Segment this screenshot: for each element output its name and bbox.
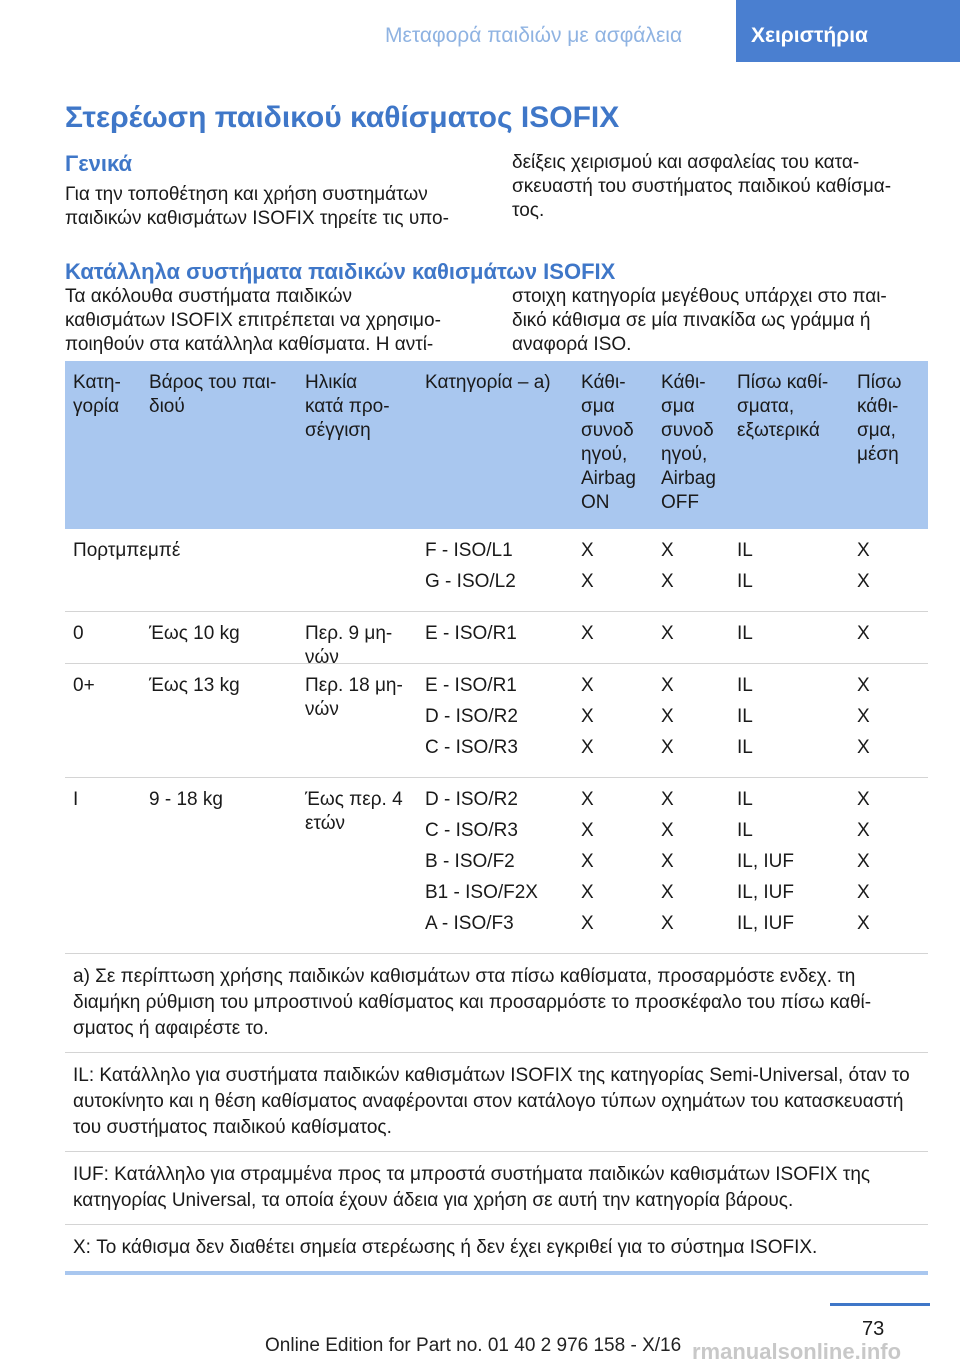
table-note: IL: Κατάλληλο για συστήματα παιδικών καθισμάτων ISOFIX της κατηγορίας Semi-Universal, όταν το αυτοκίνητο και η θέση καθίσματος αναφέρονται στον κατάλογο τύπων οχημάτων του κατασκευαστή του συστήματος παιδικού καθίσματος. xyxy=(65,1053,928,1152)
header-cell: Πίσω κάθι- σμα, μέση xyxy=(857,372,902,465)
table-cell: X xyxy=(661,737,674,758)
table-cell: IL xyxy=(737,706,753,727)
table-cell: X xyxy=(661,851,674,872)
table-cell: X xyxy=(661,623,674,644)
table-cell: IL xyxy=(737,675,753,696)
page-number: 73 xyxy=(862,1318,885,1340)
chapter-tab xyxy=(736,0,960,62)
table-cell: G - ISO/L2 xyxy=(425,571,516,592)
table-cell: 9 - 18 kg xyxy=(149,789,223,810)
page-title: Στερέωση παιδικού καθίσματος ISOFIX xyxy=(65,101,620,134)
table-cell: A - ISO/F3 xyxy=(425,913,514,934)
table-cell: IL xyxy=(737,623,753,644)
table-cell: IL, IUF xyxy=(737,913,795,934)
table-cell: IL xyxy=(737,820,753,841)
table-cell: B1 - ISO/F2X xyxy=(425,882,538,903)
table-cell: IL, IUF xyxy=(737,882,795,903)
page-number-bar xyxy=(830,1303,930,1306)
table-cell: D - ISO/R2 xyxy=(425,789,518,810)
table-cell: Πορτμπεμπέ xyxy=(73,540,181,561)
table-cell: D - ISO/R2 xyxy=(425,706,518,727)
suitable-text-right: στοιχη κατηγορία μεγέθους υπάρχει στο παι- δικό κάθισμα σε μία πινακίδα ως γράμμα ή αναφορά ISO. xyxy=(512,286,887,355)
table-cell: X xyxy=(857,820,870,841)
table-cell: F - ISO/L1 xyxy=(425,540,513,561)
table-cell: 0 xyxy=(73,623,84,644)
table-cell: X xyxy=(581,820,594,841)
table-body xyxy=(65,529,928,954)
table-cell: E - ISO/R1 xyxy=(425,623,517,644)
table-cell: X xyxy=(661,882,674,903)
table-row xyxy=(65,529,928,612)
edition-footer: Online Edition for Part no. 01 40 2 976 158 - X/16 xyxy=(265,1335,682,1356)
table-note: IUF: Κατάλληλο για στραμμένα προς τα μπροστά συστήματα παιδικών καθισμάτων ISOFIX της κατηγορίας Universal, τα οποία έχουν άδεια για χρήση σε αυτή την κατηγορία βάρους. xyxy=(65,1152,928,1225)
table-cell: E - ISO/R1 xyxy=(425,675,517,696)
table-cell: X xyxy=(857,675,870,696)
table-cell: Περ. 9 μη- νών xyxy=(305,623,393,668)
table-cell: X xyxy=(581,789,594,810)
table-cell: Έως περ. 4 ετών xyxy=(305,789,403,834)
table-cell: X xyxy=(857,851,870,872)
table-cell: X xyxy=(857,882,870,903)
table-cell: X xyxy=(857,540,870,561)
header-cell: Ηλικία κατά προ- σέγγιση xyxy=(305,372,390,441)
table-cell: X xyxy=(857,737,870,758)
table-cell: X xyxy=(581,851,594,872)
table-cell: IL, IUF xyxy=(737,851,795,872)
table-header xyxy=(65,361,928,529)
table-note: X: Το κάθισμα δεν διαθέτει σημεία στερέωσης ή δεν έχει εγκριθεί για το σύστημα ISOFIX. xyxy=(65,1225,928,1275)
table-cell: IL xyxy=(737,540,753,561)
table-cell: X xyxy=(581,913,594,934)
table-cell: C - ISO/R3 xyxy=(425,737,518,758)
table-cell: Έως 10 kg xyxy=(149,623,240,644)
table-cell: X xyxy=(661,820,674,841)
isofix-table xyxy=(65,361,928,1275)
table-row xyxy=(65,778,928,954)
table-cell: X xyxy=(581,571,594,592)
table-cell: X xyxy=(857,623,870,644)
header-cell: Κάθι- σμα συνοδ ηγού, Airbag ON xyxy=(581,372,636,513)
table-cell: X xyxy=(857,789,870,810)
header-cell: Κατηγορία – a) xyxy=(425,372,551,393)
general-text-left: Για την τοποθέτηση και χρήση συστημάτων παιδικών καθισμάτων ISOFIX τηρείτε τις υπο- xyxy=(65,184,449,229)
table-cell: C - ISO/R3 xyxy=(425,820,518,841)
table-row xyxy=(65,612,928,668)
header-cell: Βάρος του παι- διού xyxy=(149,372,277,417)
table-cell: X xyxy=(857,706,870,727)
table-cell: B - ISO/F2 xyxy=(425,851,515,872)
table-cell: X xyxy=(581,623,594,644)
table-cell: X xyxy=(661,540,674,561)
table-cell: X xyxy=(661,571,674,592)
table-cell: IL xyxy=(737,571,753,592)
table-cell: X xyxy=(581,675,594,696)
table-cell: Περ. 18 μη- νών xyxy=(305,675,403,720)
table-note: a) Σε περίπτωση χρήσης παιδικών καθισμάτων στα πίσω καθίσματα, προσαρμόστε ενδεχ. τη διαμήκη ρύθμιση του μπροστινού καθίσματος και προσαρμόστε το προσκέφαλο του πίσω καθί-σματος ή αφαιρέστε το. xyxy=(65,954,928,1053)
page-header xyxy=(0,0,960,62)
chapter-label: Χειριστήρια xyxy=(751,24,868,47)
watermark: rmanualsonline.info xyxy=(692,1339,902,1364)
table-cell: Έως 13 kg xyxy=(149,675,240,696)
header-cell: Πίσω καθί- σματα, εξωτερικά xyxy=(737,372,829,441)
table-cell: X xyxy=(857,571,870,592)
table-cell: X xyxy=(581,737,594,758)
suitable-heading: Κατάλληλα συστήματα παιδικών καθισμάτων ISOFIX xyxy=(65,259,616,284)
general-heading: Γενικά xyxy=(65,151,133,176)
table-cell: IL xyxy=(737,737,753,758)
section-title: Μεταφορά παιδιών με ασφάλεια xyxy=(385,24,683,47)
general-text-right: δείξεις χειρισμού και ασφαλείας του κατα- σκευαστή του συστήματος παιδικού καθίσμα- τος. xyxy=(512,152,892,221)
suitable-text-left: Τα ακόλουθα συστήματα παιδικών καθισμάτων ISOFIX επιτρέπεται να χρησιμο- ποιηθούν στα κατάλληλα καθίσματα. Η αντί- xyxy=(65,286,441,355)
table-cell: X xyxy=(661,789,674,810)
table-cell: X xyxy=(661,913,674,934)
table-cell: IL xyxy=(737,789,753,810)
header-cell: Κατη- γορία xyxy=(73,372,121,417)
table-cell: X xyxy=(661,706,674,727)
table-cell: X xyxy=(661,675,674,696)
table-cell: I xyxy=(73,789,79,810)
table-cell: X xyxy=(581,882,594,903)
table-notes xyxy=(65,954,928,1275)
table-cell: X xyxy=(581,706,594,727)
table-row xyxy=(65,664,928,778)
header-cell: Κάθι- σμα συνοδ ηγού, Airbag OFF xyxy=(661,372,716,513)
table-cell: X xyxy=(581,540,594,561)
table-cell: 0+ xyxy=(73,675,95,696)
table-cell: X xyxy=(857,913,870,934)
